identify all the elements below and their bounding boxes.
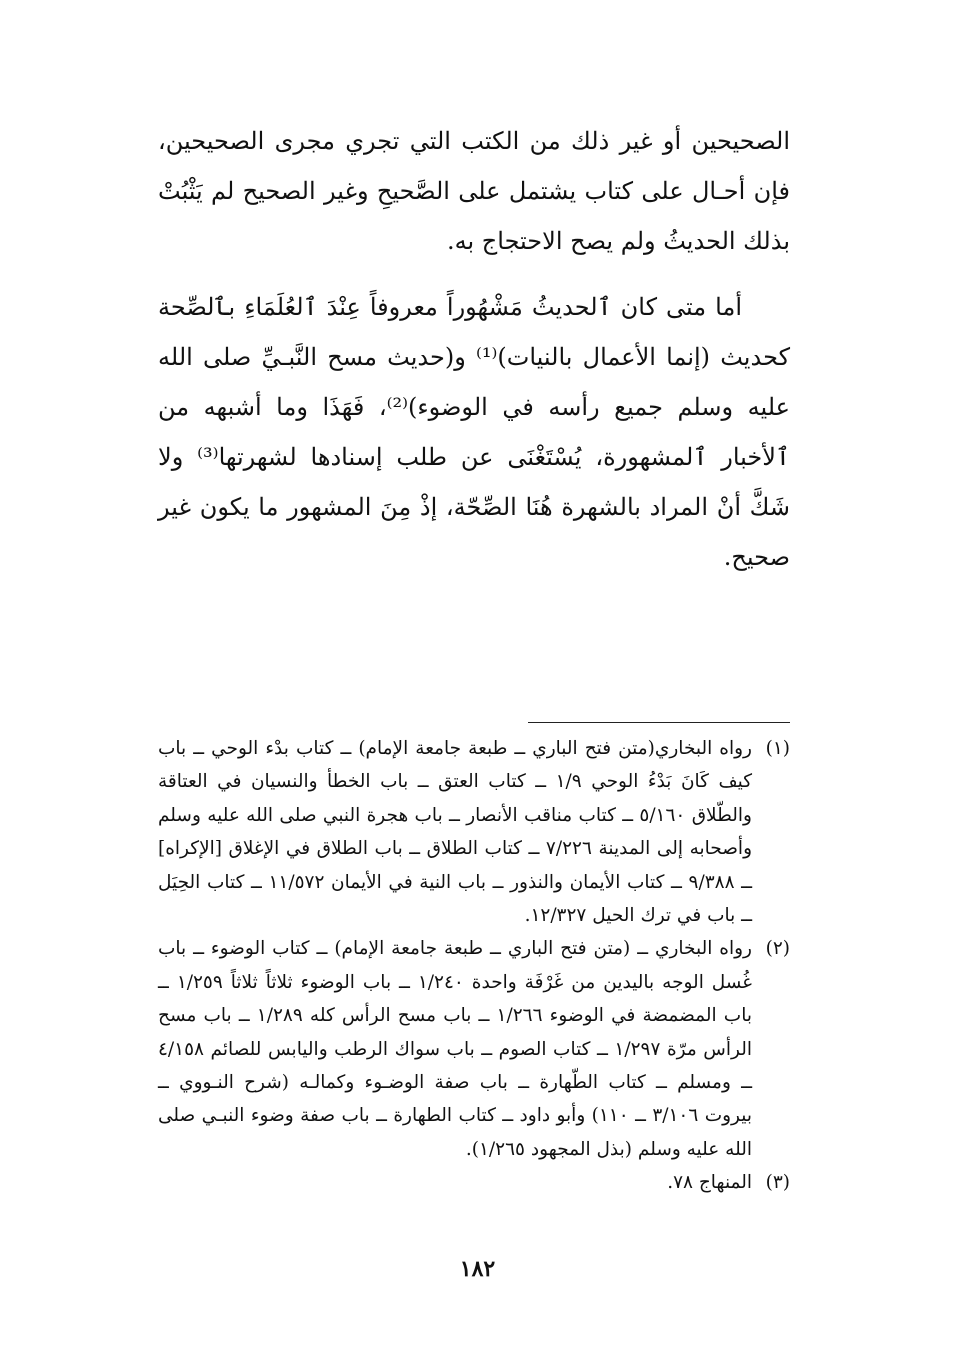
footnote-number: (١) (765, 738, 790, 759)
paragraph-2: أما متى كان ٱلحديثُ مَشْهُوراً معروفاً عِنْدَ ٱلعُلَمَاءِ بٱلصِّحة كحديث (إنما الأعمال بالنيات)⁽¹⁾ و(حديث مسح النَّبـيِّ صلى الله عليه وسلم جميع رأسه في الوضوء)⁽²⁾، فَهَذَا وما أشبهه من ٱلأخبار ٱلمشهورة، يُسْتَغْنَى عن طلب إسنادها لشهرتها⁽³⁾ ولا شَكَّ أنْ المراد بالشهرة هُنَا الصِّحّة، إذْ مِنَ المشهور ما يكون غير صحيح. (158, 293, 790, 571)
footnote-3 (158, 1166, 790, 1199)
footnote-number: (٣) (765, 1172, 790, 1194)
footnote-text: المنهاج ٧٨. (667, 1172, 752, 1194)
footnote-2 (158, 932, 790, 1166)
page-number: ١٨٢ (459, 1256, 496, 1282)
footnote-text: رواه البخاري(متن فتح الباري ــ طبعة جامعة الإمام) ــ كتاب بدْء الوحي ــ باب كيف كَانَ بَدْءُ الوحي ١/٩ ــ كتاب العتق ــ باب الخطأ والنسيان في العتاقة والطّلاق ٥/١٦٠ ــ كتاب مناقب الأنصار ــ باب هجرة النبي صلى الله عليه وسلم وأصحابه إلى المدينة ٧/٢٢٦ ــ كتاب الطلاق ــ باب الطلاق في الإغلاق [الإكراه] ــ ٩/٣٨٨ ــ كتاب الأيمان والنذور ــ باب النية في الأيمان ١١/٥٧٢ ــ كتاب الحِيَل ــ باب في ترك الحيل ١٢/٣٢٧. (158, 738, 753, 927)
paragraph-1: الصحيحين أو غير ذلك من الكتب التي تجري مجرى الصحيحين، فإن أحـال على كتاب يشتمل على الصَّحيحِ وغير الصحيح لم يَثْبُتْ بذلك الحديثُ ولم يصح الاحتجاج به. (158, 127, 790, 255)
footnote-text: رواه البخاري ــ (متن فتح الباري ــ طبعة جامعة الإمام) ــ كتاب الوضوء ــ باب غُسل الوجه باليدين من غَرْفَة واحدة ١/٢٤٠ ــ باب الوضوء ثلاثاً ثلاثاً ١/٢٥٩ ــ باب المضمضة في الوضوء ١/٢٦٦ ــ باب مسح الرأس كله ١/٢٨٩ ــ باب مسح الرأس مرّة ١/٢٩٧ ــ كتاب الصوم ــ باب سواك الرطب واليابس للصائم ٤/١٥٨ ــ ومسلم ــ كتاب الطّهارة ــ باب صفة الوضـوء وكمالـه (شرح النـووي ــ بيروت ٣/١٠٦ ــ ١١٠) وأبو داود ــ كتاب الطهارة ــ باب صفة وضوء النبـي صلى الله عليه وسلم (بذل المجهود ١/٢٦٥). (158, 938, 752, 1160)
footnote-separator (528, 722, 790, 723)
footnotes (158, 732, 790, 1200)
main-text (158, 116, 790, 582)
footnote-1 (158, 732, 790, 932)
footnote-number: (٢) (765, 938, 790, 960)
